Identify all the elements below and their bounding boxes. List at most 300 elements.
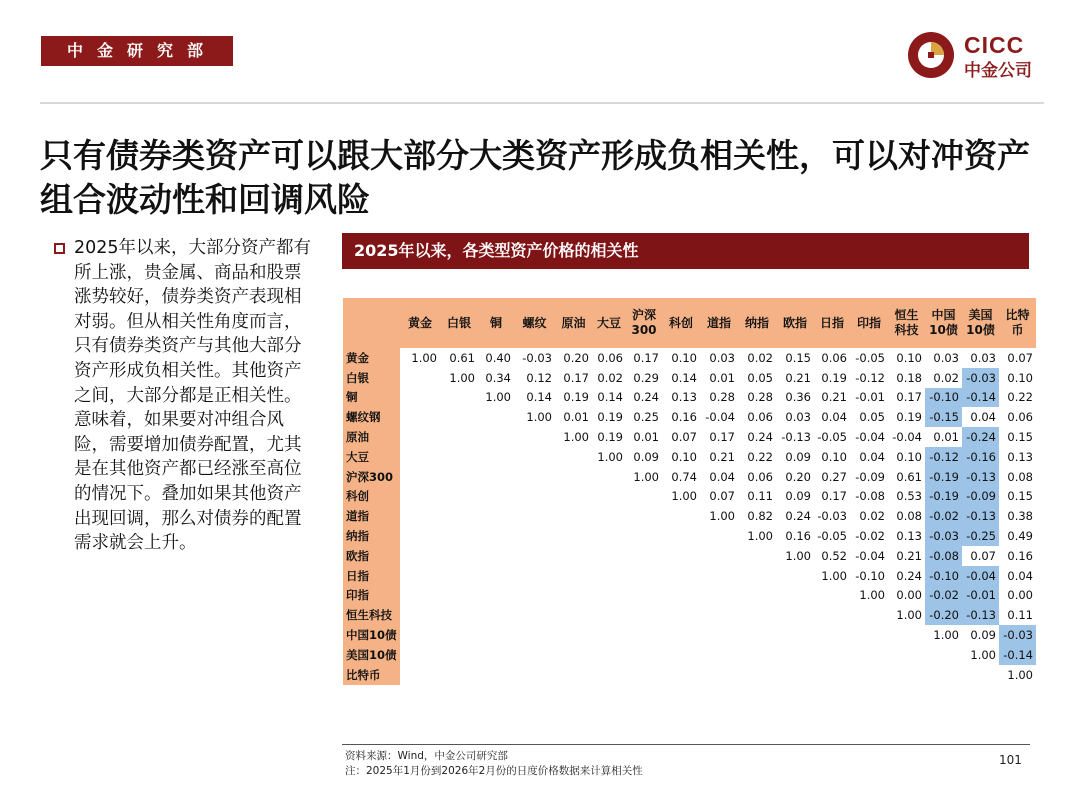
- matrix-cell: 0.09: [970, 628, 996, 643]
- matrix-cell: -0.13: [962, 506, 999, 526]
- matrix-cell: 0.28: [747, 390, 773, 405]
- matrix-cell: [400, 368, 440, 388]
- matrix-cell: 0.00: [896, 588, 922, 603]
- row-header: 螺纹钢: [343, 407, 400, 427]
- matrix-cell: -0.03: [962, 368, 999, 388]
- matrix-cell: 0.27: [821, 469, 847, 484]
- matrix-cell: [626, 645, 662, 665]
- matrix-cell: [626, 506, 662, 526]
- matrix-cell: [738, 625, 776, 645]
- matrix-row: [343, 586, 1036, 606]
- matrix-cell: [925, 645, 962, 665]
- matrix-cell: -0.04: [705, 410, 735, 425]
- matrix-cell: 1.00: [785, 548, 811, 563]
- matrix-cell: 0.53: [896, 489, 922, 504]
- matrix-cell: [514, 586, 555, 606]
- matrix-cell: 0.08: [896, 509, 922, 524]
- matrix-cell: [555, 625, 592, 645]
- matrix-cell: 0.61: [449, 350, 475, 365]
- matrix-cell: [592, 487, 626, 507]
- matrix-cell: 0.06: [747, 469, 773, 484]
- matrix-cell: 0.09: [633, 449, 659, 464]
- matrix-cell: -0.09: [855, 469, 885, 484]
- matrix-cell: [626, 546, 662, 566]
- matrix-cell: 0.17: [633, 350, 659, 365]
- matrix-cell: 0.16: [1007, 548, 1033, 563]
- matrix-cell: 1.00: [970, 647, 996, 662]
- column-header: 螺纹: [514, 298, 555, 348]
- matrix-cell: [700, 645, 738, 665]
- matrix-cell: [478, 526, 514, 546]
- matrix-cell: 0.03: [933, 350, 959, 365]
- matrix-cell: 0.10: [896, 350, 922, 365]
- matrix-cell: 0.74: [671, 469, 697, 484]
- matrix-cell: [814, 645, 850, 665]
- matrix-cell: [555, 665, 592, 685]
- department-tag: 中金研究部: [41, 36, 233, 66]
- row-header: 科创: [343, 487, 400, 507]
- column-header: 欧指: [776, 298, 814, 348]
- matrix-cell: 0.12: [526, 370, 552, 385]
- matrix-cell: -0.01: [962, 586, 999, 606]
- row-header: 白银: [343, 368, 400, 388]
- matrix-cell: [478, 447, 514, 467]
- matrix-cell: [478, 566, 514, 586]
- matrix-cell: [478, 427, 514, 447]
- matrix-cell: 0.19: [597, 430, 623, 445]
- matrix-cell: 0.14: [671, 370, 697, 385]
- matrix-cell: 0.01: [633, 430, 659, 445]
- matrix-cell: 0.15: [1007, 489, 1033, 504]
- row-header: 恒生科技: [343, 605, 400, 625]
- matrix-cell: -0.05: [817, 430, 847, 445]
- matrix-cell: -0.02: [925, 506, 962, 526]
- matrix-cell: 0.11: [747, 489, 773, 504]
- matrix-cell: 0.03: [709, 350, 735, 365]
- matrix-cell: [440, 447, 478, 467]
- matrix-cell: [440, 625, 478, 645]
- source-text: 资料来源：Wind，中金公司研究部: [345, 750, 508, 762]
- matrix-cell: 0.61: [896, 469, 922, 484]
- matrix-cell: [440, 665, 478, 685]
- row-header: 道指: [343, 506, 400, 526]
- column-header: 道指: [700, 298, 738, 348]
- matrix-cell: [440, 388, 478, 408]
- matrix-cell: [888, 665, 925, 685]
- matrix-cell: [888, 625, 925, 645]
- matrix-cell: 0.10: [896, 449, 922, 464]
- matrix-cell: 0.38: [1007, 509, 1033, 524]
- matrix-cell: 0.10: [821, 449, 847, 464]
- matrix-cell: 1.00: [449, 370, 475, 385]
- matrix-cell: [440, 586, 478, 606]
- matrix-cell: [962, 665, 999, 685]
- matrix-row: [343, 467, 1036, 487]
- column-header: 科创: [662, 298, 700, 348]
- column-header: 中国 10债: [925, 298, 962, 348]
- matrix-cell: [478, 487, 514, 507]
- matrix-cell: 0.52: [821, 548, 847, 563]
- matrix-cell: [776, 625, 814, 645]
- column-header: 印指: [850, 298, 888, 348]
- row-header: 沪深300: [343, 467, 400, 487]
- matrix-cell: [478, 546, 514, 566]
- row-header: 中国10债: [343, 625, 400, 645]
- column-header: 白银: [440, 298, 478, 348]
- matrix-cell: [514, 665, 555, 685]
- matrix-cell: [555, 467, 592, 487]
- matrix-cell: [700, 546, 738, 566]
- matrix-cell: 0.06: [821, 350, 847, 365]
- matrix-cell: [626, 586, 662, 606]
- matrix-cell: [514, 645, 555, 665]
- matrix-cell: 0.00: [1007, 588, 1033, 603]
- matrix-cell: [400, 467, 440, 487]
- matrix-cell: 0.20: [785, 469, 811, 484]
- matrix-cell: -0.04: [855, 430, 885, 445]
- matrix-cell: 0.15: [785, 350, 811, 365]
- matrix-row: [343, 447, 1036, 467]
- matrix-cell: [662, 665, 700, 685]
- matrix-cell: [514, 605, 555, 625]
- matrix-cell: 0.03: [785, 410, 811, 425]
- matrix-cell: [738, 665, 776, 685]
- matrix-cell: [592, 566, 626, 586]
- matrix-cell: 0.13: [896, 529, 922, 544]
- matrix-cell: [776, 645, 814, 665]
- matrix-cell: [592, 645, 626, 665]
- matrix-cell: 1.00: [709, 509, 735, 524]
- note-text: 注：2025年1月份到2026年2月份的日度价格数据来计算相关性: [345, 765, 643, 777]
- matrix-cell: 1.00: [859, 588, 885, 603]
- matrix-row: [343, 427, 1036, 447]
- matrix-cell: 0.16: [671, 410, 697, 425]
- matrix-cell: [440, 526, 478, 546]
- matrix-cell: -0.15: [925, 407, 962, 427]
- matrix-cell: [592, 526, 626, 546]
- matrix-cell: [478, 586, 514, 606]
- matrix-cell: 1.00: [933, 628, 959, 643]
- matrix-cell: 0.04: [1007, 568, 1033, 583]
- matrix-cell: 0.24: [747, 430, 773, 445]
- matrix-cell: [850, 625, 888, 645]
- matrix-cell: 0.82: [747, 509, 773, 524]
- matrix-cell: 1.00: [526, 410, 552, 425]
- matrix-cell: 0.17: [821, 489, 847, 504]
- matrix-cell: [662, 566, 700, 586]
- matrix-cell: -0.04: [892, 430, 922, 445]
- matrix-cell: 0.28: [709, 390, 735, 405]
- matrix-cell: 0.19: [597, 410, 623, 425]
- cicc-logo: [906, 30, 1046, 80]
- matrix-cell: -0.10: [925, 566, 962, 586]
- matrix-cell: [478, 467, 514, 487]
- matrix-cell: [478, 665, 514, 685]
- matrix-cell: [514, 526, 555, 546]
- matrix-cell: [478, 506, 514, 526]
- matrix-cell: [400, 546, 440, 566]
- matrix-cell: [400, 566, 440, 586]
- matrix-row: [343, 566, 1036, 586]
- column-header: 恒生 科技: [888, 298, 925, 348]
- row-header: 日指: [343, 566, 400, 586]
- matrix-cell: 0.09: [785, 489, 811, 504]
- matrix-cell: -0.03: [999, 625, 1036, 645]
- matrix-cell: -0.19: [925, 467, 962, 487]
- matrix-cell: 0.06: [747, 410, 773, 425]
- matrix-cell: 1.00: [671, 489, 697, 504]
- matrix-cell: 0.01: [933, 430, 959, 445]
- matrix-row: [343, 407, 1036, 427]
- matrix-cell: [555, 487, 592, 507]
- table-title-bar: 2025年以来，各类型资产价格的相关性: [342, 233, 1029, 269]
- matrix-cell: [592, 506, 626, 526]
- matrix-cell: 0.01: [709, 370, 735, 385]
- column-header: 沪深 300: [626, 298, 662, 348]
- matrix-cell: [514, 467, 555, 487]
- row-header: 比特币: [343, 665, 400, 685]
- column-header: 大豆: [592, 298, 626, 348]
- matrix-cell: 0.19: [896, 410, 922, 425]
- matrix-cell: [888, 645, 925, 665]
- matrix-cell: [400, 447, 440, 467]
- matrix-cell: 1.00: [896, 608, 922, 623]
- matrix-cell: [514, 487, 555, 507]
- matrix-row: [343, 348, 1036, 368]
- matrix-row: [343, 526, 1036, 546]
- matrix-row: [343, 605, 1036, 625]
- matrix-cell: [440, 645, 478, 665]
- matrix-cell: 0.13: [1007, 449, 1033, 464]
- page-number: 101: [999, 753, 1022, 767]
- matrix-cell: [626, 665, 662, 685]
- matrix-cell: [925, 665, 962, 685]
- matrix-cell: [400, 388, 440, 408]
- matrix-cell: [400, 645, 440, 665]
- matrix-cell: 0.06: [1007, 410, 1033, 425]
- matrix-cell: 0.14: [597, 390, 623, 405]
- cicc-logo-mark: [906, 30, 956, 80]
- matrix-cell: 0.40: [485, 350, 511, 365]
- row-header: 原油: [343, 427, 400, 447]
- logo-text-cn: 中金公司: [964, 61, 1032, 81]
- matrix-cell: [555, 546, 592, 566]
- column-header: 日指: [814, 298, 850, 348]
- matrix-cell: -0.08: [925, 546, 962, 566]
- matrix-row: [343, 368, 1036, 388]
- matrix-cell: [662, 625, 700, 645]
- matrix-cell: 0.24: [785, 509, 811, 524]
- matrix-cell: [400, 506, 440, 526]
- matrix-cell: -0.01: [855, 390, 885, 405]
- matrix-cell: [662, 605, 700, 625]
- matrix-cell: [592, 467, 626, 487]
- matrix-cell: [555, 586, 592, 606]
- matrix-cell: [700, 586, 738, 606]
- matrix-cell: -0.14: [999, 645, 1036, 665]
- matrix-cell: -0.05: [817, 529, 847, 544]
- matrix-cell: [440, 427, 478, 447]
- matrix-cell: 0.08: [1007, 469, 1033, 484]
- matrix-cell: -0.12: [925, 447, 962, 467]
- correlation-matrix: [343, 298, 1036, 685]
- matrix-cell: 0.06: [597, 350, 623, 365]
- matrix-cell: 0.10: [1007, 370, 1033, 385]
- matrix-cell: [478, 645, 514, 665]
- matrix-cell: -0.19: [925, 487, 962, 507]
- matrix-row: [343, 388, 1036, 408]
- matrix-cell: 0.04: [859, 449, 885, 464]
- matrix-cell: 0.21: [821, 390, 847, 405]
- matrix-cell: 1.00: [633, 469, 659, 484]
- row-header: 纳指: [343, 526, 400, 546]
- matrix-cell: [514, 566, 555, 586]
- matrix-cell: 1.00: [411, 350, 437, 365]
- matrix-cell: 0.04: [821, 410, 847, 425]
- matrix-cell: 0.04: [970, 410, 996, 425]
- matrix-cell: -0.24: [962, 427, 999, 447]
- matrix-cell: [776, 586, 814, 606]
- matrix-cell: [592, 605, 626, 625]
- matrix-cell: [700, 566, 738, 586]
- matrix-row: [343, 665, 1036, 685]
- matrix-cell: 0.14: [526, 390, 552, 405]
- matrix-cell: [850, 645, 888, 665]
- matrix-cell: 1.00: [563, 430, 589, 445]
- matrix-cell: [850, 605, 888, 625]
- matrix-cell: 0.02: [747, 350, 773, 365]
- matrix-cell: [700, 526, 738, 546]
- matrix-cell: [400, 625, 440, 645]
- matrix-cell: 0.07: [671, 430, 697, 445]
- column-header: 铜: [478, 298, 514, 348]
- column-header: 原油: [555, 298, 592, 348]
- matrix-cell: 0.17: [896, 390, 922, 405]
- matrix-cell: 1.00: [485, 390, 511, 405]
- bullet-square-icon: [54, 243, 65, 254]
- matrix-cell: -0.12: [855, 370, 885, 385]
- matrix-cell: [592, 586, 626, 606]
- matrix-cell: [662, 586, 700, 606]
- matrix-cell: 0.03: [970, 350, 996, 365]
- matrix-cell: 0.20: [563, 350, 589, 365]
- matrix-cell: [440, 506, 478, 526]
- matrix-cell: [400, 586, 440, 606]
- matrix-cell: 0.10: [671, 350, 697, 365]
- matrix-row: [343, 506, 1036, 526]
- row-header: 铜: [343, 388, 400, 408]
- matrix-row: [343, 487, 1036, 507]
- matrix-cell: [440, 467, 478, 487]
- matrix-cell: [626, 526, 662, 546]
- matrix-cell: [592, 625, 626, 645]
- matrix-cell: [592, 665, 626, 685]
- body-paragraph: 2025年以来，大部分资产都有所上涨，贵金属、商品和股票涨势较好，债券类资产表现相对弱。但从相关性角度而言，只有债券类资产与其他大部分资产形成负相关性。其他资产之间，大部分都是正相关性。意味着，如果要对冲组合风险，需要增加债券配置，尤其是在其他资产都已经涨至高位的情况下。叠加如果其他资产出现回调，那么对债券的配置需求就会上升。: [74, 238, 312, 554]
- matrix-cell: [400, 487, 440, 507]
- matrix-cell: -0.13: [962, 605, 999, 625]
- matrix-cell: [400, 427, 440, 447]
- matrix-cell: -0.03: [925, 526, 962, 546]
- matrix-cell: 0.05: [859, 410, 885, 425]
- matrix-cell: 0.13: [671, 390, 697, 405]
- matrix-cell: [738, 605, 776, 625]
- matrix-cell: [814, 625, 850, 645]
- matrix-cell: 0.17: [563, 370, 589, 385]
- matrix-cell: [400, 526, 440, 546]
- matrix-cell: 0.02: [933, 370, 959, 385]
- matrix-cell: [555, 566, 592, 586]
- column-header: 比特 币: [999, 298, 1036, 348]
- matrix-cell: 0.04: [709, 469, 735, 484]
- matrix-cell: 0.36: [785, 390, 811, 405]
- matrix-cell: [662, 506, 700, 526]
- matrix-cell: 0.21: [785, 370, 811, 385]
- matrix-cell: 0.34: [485, 370, 511, 385]
- matrix-cell: [514, 625, 555, 645]
- matrix-cell: [514, 447, 555, 467]
- source-notes: [345, 749, 643, 779]
- matrix-cell: 0.11: [1007, 608, 1033, 623]
- matrix-cell: 0.49: [1007, 529, 1033, 544]
- matrix-cell: 0.24: [633, 390, 659, 405]
- matrix-cell: -0.16: [962, 447, 999, 467]
- matrix-cell: [514, 506, 555, 526]
- matrix-cell: 0.22: [747, 449, 773, 464]
- matrix-cell: 0.01: [563, 410, 589, 425]
- matrix-cell: 0.18: [896, 370, 922, 385]
- matrix-cell: 0.16: [785, 529, 811, 544]
- matrix-cell: -0.10: [855, 568, 885, 583]
- matrix-cell: -0.09: [962, 487, 999, 507]
- matrix-cell: [700, 625, 738, 645]
- matrix-cell: [478, 605, 514, 625]
- matrix-cell: 1.00: [1007, 667, 1033, 682]
- matrix-cell: 0.19: [563, 390, 589, 405]
- footer-divider: [342, 744, 1030, 745]
- matrix-cell: 1.00: [747, 529, 773, 544]
- matrix-cell: [440, 605, 478, 625]
- matrix-cell: -0.04: [962, 566, 999, 586]
- matrix-cell: -0.14: [962, 388, 999, 408]
- matrix-cell: 0.10: [671, 449, 697, 464]
- matrix-cell: 0.21: [709, 449, 735, 464]
- matrix-cell: 0.29: [633, 370, 659, 385]
- matrix-cell: [440, 566, 478, 586]
- matrix-cell: [626, 487, 662, 507]
- matrix-cell: 0.07: [970, 548, 996, 563]
- matrix-cell: [850, 665, 888, 685]
- matrix-cell: [700, 665, 738, 685]
- matrix-cell: 0.17: [709, 430, 735, 445]
- matrix-cell: 0.25: [633, 410, 659, 425]
- matrix-cell: -0.10: [925, 388, 962, 408]
- matrix-row: [343, 645, 1036, 665]
- matrix-cell: [738, 586, 776, 606]
- logo-text-en: CICC: [964, 32, 1025, 58]
- matrix-cell: 0.24: [896, 568, 922, 583]
- matrix-cell: 0.09: [785, 449, 811, 464]
- slide-title: 只有债券类资产可以跟大部分大类资产形成负相关性，可以对冲资产组合波动性和回调风险: [40, 136, 1030, 219]
- matrix-cell: -0.02: [925, 586, 962, 606]
- matrix-cell: [400, 665, 440, 685]
- matrix-row: [343, 625, 1036, 645]
- column-header: 美国 10债: [962, 298, 999, 348]
- matrix-cell: [400, 407, 440, 427]
- matrix-cell: [738, 566, 776, 586]
- matrix-cell: -0.08: [855, 489, 885, 504]
- matrix-cell: [514, 427, 555, 447]
- matrix-cell: -0.13: [781, 430, 811, 445]
